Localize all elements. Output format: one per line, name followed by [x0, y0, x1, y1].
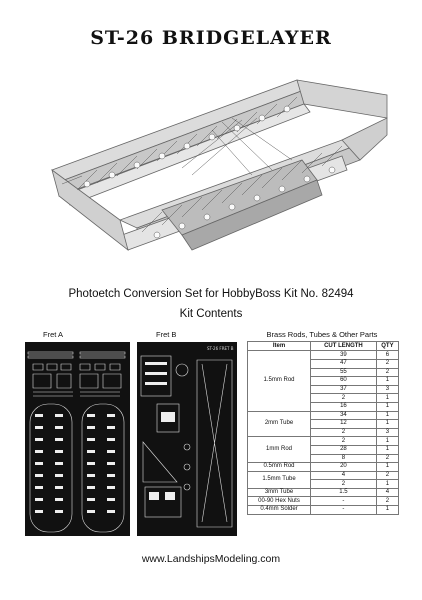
cut-length-cell: 16: [311, 402, 377, 411]
item-cell: 0.5mm Rod: [248, 463, 311, 472]
cut-length-cell: 12: [311, 420, 377, 429]
qty-cell: 1: [376, 411, 398, 420]
qty-cell: 2: [376, 454, 398, 463]
cut-length-cell: 4: [311, 471, 377, 480]
qty-cell: 1: [376, 394, 398, 403]
table-row: [248, 351, 399, 360]
table-row: [248, 488, 399, 497]
header-item: Item: [248, 342, 311, 351]
header-qty: QTY: [376, 342, 398, 351]
bridgelayer-render: [42, 60, 392, 275]
item-cell: 1.5mm Rod: [248, 351, 311, 411]
cut-length-cell: 1.5: [311, 488, 377, 497]
rods-table: [247, 341, 399, 515]
rods-table-title: Brass Rods, Tubes & Other Parts: [266, 330, 378, 339]
qty-cell: 1: [376, 437, 398, 446]
qty-cell: 3: [376, 385, 398, 394]
qty-cell: 2: [376, 368, 398, 377]
kit-contents-heading: Kit Contents: [179, 308, 243, 320]
qty-cell: 1: [376, 506, 398, 515]
item-cell: 2mm Tube: [248, 411, 311, 437]
qty-cell: 2: [376, 359, 398, 368]
table-row: [248, 437, 399, 446]
qty-cell: 1: [376, 402, 398, 411]
item-cell: 1mm Rod: [248, 437, 311, 463]
cut-length-cell: 60: [311, 377, 377, 386]
cut-length-cell: 20: [311, 463, 377, 472]
qty-cell: 2: [376, 471, 398, 480]
qty-cell: 4: [376, 488, 398, 497]
item-cell: 3mm Tube: [248, 488, 311, 497]
item-cell: 0.4mm Solder: [248, 506, 311, 515]
cut-length-cell: 28: [311, 445, 377, 454]
qty-cell: 2: [376, 497, 398, 506]
fret-a-label: Fret A: [43, 330, 64, 339]
cut-length-cell: 37: [311, 385, 377, 394]
item-cell: 1.5mm Tube: [248, 471, 311, 488]
subtitle: Photoetch Conversion Set for HobbyBoss Kit No. 82494: [68, 288, 354, 300]
page-title: ST-26 BRIDGELAYER: [90, 27, 332, 49]
cut-length-cell: 2: [311, 394, 377, 403]
qty-cell: 1: [376, 377, 398, 386]
table-row: [248, 411, 399, 420]
cut-length-cell: -: [311, 497, 377, 506]
website-url: www.LandshipsModeling.com: [141, 553, 281, 565]
cut-length-cell: 47: [311, 359, 377, 368]
qty-cell: 1: [376, 480, 398, 489]
table-row: [248, 463, 399, 472]
qty-cell: 3: [376, 428, 398, 437]
cut-length-cell: 2: [311, 480, 377, 489]
fret-b-label: Fret B: [156, 330, 177, 339]
cut-length-cell: 55: [311, 368, 377, 377]
table-row: [248, 506, 399, 515]
qty-cell: 1: [376, 445, 398, 454]
cut-length-cell: -: [311, 506, 377, 515]
cut-length-cell: 2: [311, 428, 377, 437]
fret-b-marking: ST-26 FRET B: [207, 346, 234, 351]
cut-length-cell: 34: [311, 411, 377, 420]
cut-length-cell: 39: [311, 351, 377, 360]
qty-cell: 1: [376, 463, 398, 472]
cut-length-cell: 8: [311, 454, 377, 463]
fret-b-image: [137, 342, 237, 536]
fret-a-image: [25, 342, 130, 536]
qty-cell: 1: [376, 420, 398, 429]
table-row: [248, 497, 399, 506]
table-row: [248, 471, 399, 480]
item-cell: 00-90 Hex Nuts: [248, 497, 311, 506]
header-cut-length: CUT LENGTH: [311, 342, 377, 351]
qty-cell: 6: [376, 351, 398, 360]
cut-length-cell: 2: [311, 437, 377, 446]
